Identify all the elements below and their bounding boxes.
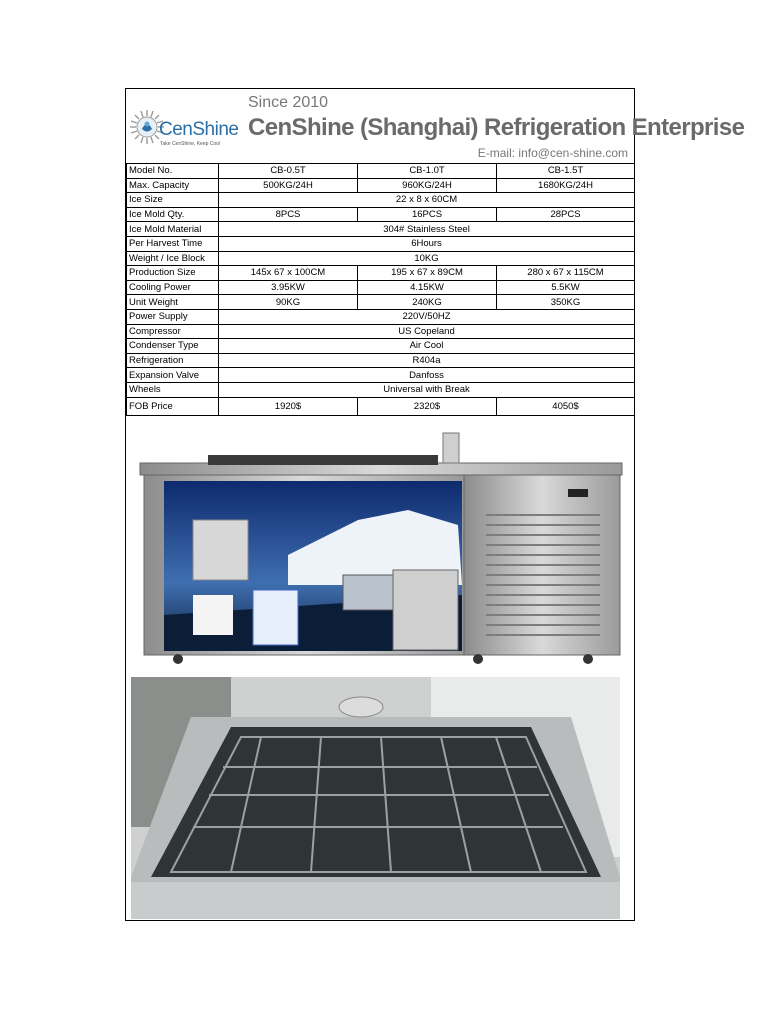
- machine-photo: [138, 425, 624, 665]
- cell: 6Hours: [219, 236, 635, 251]
- row-label: Expansion Valve: [127, 368, 219, 383]
- spec-sheet: [125, 88, 745, 921]
- table-row: [127, 309, 635, 324]
- company-name: CenShine (Shanghai) Refrigeration Enterprise: [248, 114, 745, 141]
- row-label: Refrigeration: [127, 353, 219, 368]
- row-label: Model No.: [127, 164, 219, 179]
- cell: 4.15KW: [358, 280, 497, 295]
- table-row: [127, 280, 635, 295]
- table-row: [127, 295, 635, 310]
- row-label: Max. Capacity: [127, 178, 219, 193]
- cell: CB-1.5T: [497, 164, 635, 179]
- cell: US Copeland: [219, 324, 635, 339]
- row-label: Weight / Ice Block: [127, 251, 219, 266]
- table-row: [127, 178, 635, 193]
- row-label: FOB Price: [127, 397, 219, 415]
- cell: 280 x 67 x 115CM: [497, 266, 635, 281]
- cell: CB-1.0T: [358, 164, 497, 179]
- table-row: [127, 236, 635, 251]
- cell: 22 x 8 x 60CM: [219, 193, 635, 208]
- cell: Air Cool: [219, 339, 635, 354]
- row-label: Condenser Type: [127, 339, 219, 354]
- email-text: E-mail: info@cen-shine.com: [477, 146, 628, 160]
- table-row: [127, 251, 635, 266]
- cell: 500KG/24H: [219, 178, 358, 193]
- row-label: Cooling Power: [127, 280, 219, 295]
- cell: 350KG: [497, 295, 635, 310]
- cell: 2320$: [358, 397, 497, 415]
- row-label: Ice Mold Material: [127, 222, 219, 237]
- cell: 8PCS: [219, 207, 358, 222]
- table-row: [127, 339, 635, 354]
- cell: 960KG/24H: [358, 178, 497, 193]
- table-row: [127, 266, 635, 281]
- table-row: [127, 397, 635, 415]
- cell: 1680KG/24H: [497, 178, 635, 193]
- cell: 16PCS: [358, 207, 497, 222]
- table-row: [127, 368, 635, 383]
- cell: CB-0.5T: [219, 164, 358, 179]
- table-row: [127, 324, 635, 339]
- cell: 28PCS: [497, 207, 635, 222]
- table-row: [127, 207, 635, 222]
- cell: 10KG: [219, 251, 635, 266]
- company-logo: [129, 105, 237, 159]
- row-label: Power Supply: [127, 309, 219, 324]
- cell: 145x 67 x 100CM: [219, 266, 358, 281]
- cell: 3.95KW: [219, 280, 358, 295]
- cell: 5.5KW: [497, 280, 635, 295]
- cell: 220V/50HZ: [219, 309, 635, 324]
- row-label: Unit Weight: [127, 295, 219, 310]
- cell: Universal with Break: [219, 382, 635, 397]
- row-label: Ice Size: [127, 193, 219, 208]
- row-label: Compressor: [127, 324, 219, 339]
- header: [126, 89, 745, 163]
- table-row: [127, 164, 635, 179]
- table-row: [127, 193, 635, 208]
- cell: Danfoss: [219, 368, 635, 383]
- row-label: Ice Mold Qty.: [127, 207, 219, 222]
- mold-photo: [131, 677, 620, 919]
- since-text: Since 2010: [248, 94, 329, 111]
- cell: 304# Stainless Steel: [219, 222, 635, 237]
- row-label: Production Size: [127, 266, 219, 281]
- spec-table: [126, 163, 635, 416]
- cell: R404a: [219, 353, 635, 368]
- table-row: [127, 353, 635, 368]
- cell: 195 x 67 x 89CM: [358, 266, 497, 281]
- row-label: Per Harvest Time: [127, 236, 219, 251]
- cell: 90KG: [219, 295, 358, 310]
- table-row: [127, 382, 635, 397]
- cell: 4050$: [497, 397, 635, 415]
- row-label: Wheels: [127, 382, 219, 397]
- cell: 1920$: [219, 397, 358, 415]
- logo-name: CenShine: [159, 119, 239, 140]
- cell: 240KG: [358, 295, 497, 310]
- table-row: [127, 222, 635, 237]
- logo-tagline: Take CenShine, Keep Cool: [160, 141, 221, 147]
